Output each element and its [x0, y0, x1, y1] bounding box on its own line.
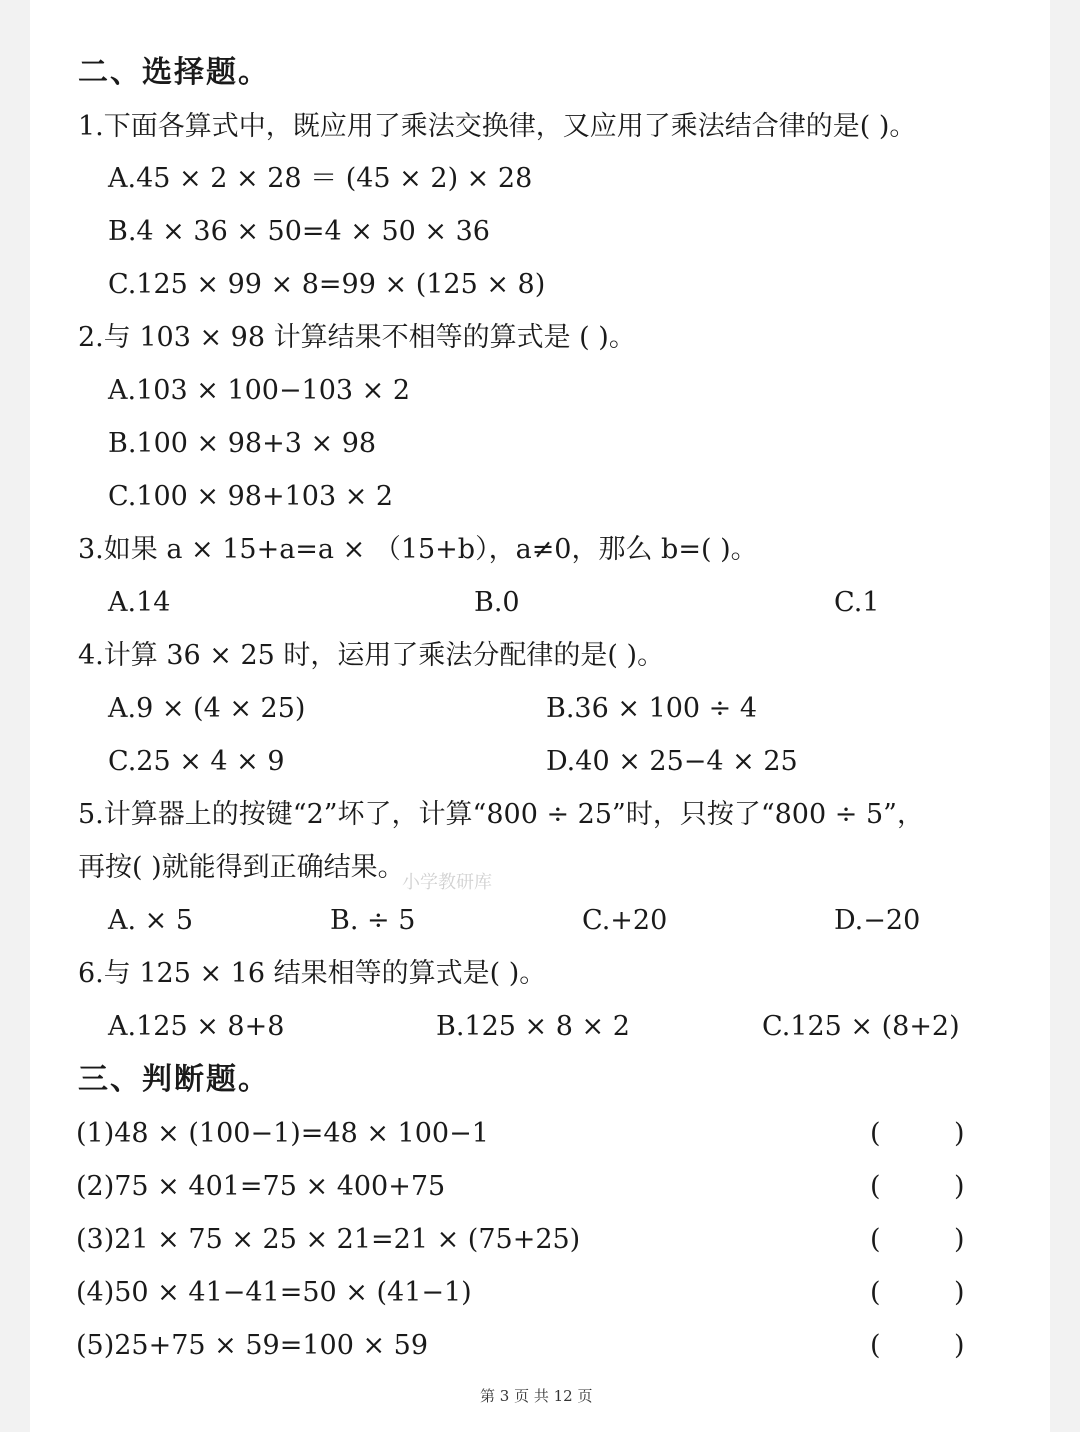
q4-stem: 4.计算 36 × 25 时，运用了乘法分配律的是( )。	[78, 640, 665, 671]
page-number-footer: 第 3 页 共 12 页	[480, 1387, 593, 1405]
q3-option-c: C.1	[834, 587, 880, 618]
judge-answer-open-4: (	[870, 1277, 881, 1308]
section-title-choice: 二、选择题。	[78, 55, 270, 90]
section-title-judgement: 三、判断题。	[78, 1062, 270, 1097]
q5-option-b: B. ÷ 5	[330, 905, 416, 936]
q6-option-b: B.125 × 8 × 2	[436, 1011, 630, 1042]
watermark: 小学教研库	[402, 872, 492, 893]
q2-option-a: A.103 × 100−103 × 2	[108, 375, 411, 406]
q5-stem-line2: 再按( )就能得到正确结果。	[78, 852, 405, 883]
q1-stem: 1.下面各算式中，既应用了乘法交换律，又应用了乘法结合律的是( )。	[78, 111, 917, 142]
q6-option-a: A.125 × 8+8	[108, 1011, 285, 1042]
judge-answer-open-2: (	[870, 1171, 881, 1202]
judge-answer-close-2: )	[954, 1171, 965, 1202]
q4-option-b: B.36 × 100 ÷ 4	[546, 693, 758, 724]
worksheet-page	[30, 0, 1050, 1432]
q3-stem: 3.如果 a × 15+a=a × （15+b），a≠0，那么 b=( )。	[78, 534, 758, 565]
judge-answer-close-5: )	[954, 1330, 965, 1361]
q1-option-b: B.4 × 36 × 50=4 × 50 × 36	[108, 216, 490, 247]
q2-stem: 2.与 103 × 98 计算结果不相等的算式是 ( )。	[78, 322, 636, 353]
judge-item-2: (2)75 × 401=75 × 400+75	[76, 1171, 446, 1202]
q6-stem: 6.与 125 × 16 结果相等的算式是( )。	[78, 958, 547, 989]
q5-option-a: A. × 5	[108, 905, 194, 936]
judge-answer-close-3: )	[954, 1224, 965, 1255]
q2-option-c: C.100 × 98+103 × 2	[108, 481, 394, 512]
q4-option-c: C.25 × 4 × 9	[108, 746, 285, 777]
q1-option-c: C.125 × 99 × 8=99 × (125 × 8)	[108, 269, 546, 300]
q5-option-d: D.−20	[834, 905, 921, 936]
q4-option-d: D.40 × 25−4 × 25	[546, 746, 798, 777]
q3-option-a: A.14	[108, 587, 171, 618]
q2-option-b: B.100 × 98+3 × 98	[108, 428, 377, 459]
judge-answer-open-1: (	[870, 1118, 881, 1149]
q5-stem-line1: 5.计算器上的按键“2”坏了，计算“800 ÷ 25”时，只按了“800 ÷ 5”，	[78, 799, 924, 830]
judge-answer-open-5: (	[870, 1330, 881, 1361]
judge-item-1: (1)48 × (100−1)=48 × 100−1	[76, 1118, 489, 1149]
q1-option-a: A.45 × 2 × 28 ＝ (45 × 2) × 28	[108, 163, 533, 194]
judge-item-5: (5)25+75 × 59=100 × 59	[76, 1330, 429, 1361]
q5-option-c: C.+20	[582, 905, 668, 936]
judge-answer-close-4: )	[954, 1277, 965, 1308]
q3-option-b: B.0	[474, 587, 520, 618]
q4-option-a: A.9 × (4 × 25)	[108, 693, 306, 724]
q6-option-c: C.125 × (8+2)	[762, 1011, 960, 1042]
judge-item-4: (4)50 × 41−41=50 × (41−1)	[76, 1277, 472, 1308]
judge-item-3: (3)21 × 75 × 25 × 21=21 × (75+25)	[76, 1224, 581, 1255]
judge-answer-close-1: )	[954, 1118, 965, 1149]
judge-answer-open-3: (	[870, 1224, 881, 1255]
